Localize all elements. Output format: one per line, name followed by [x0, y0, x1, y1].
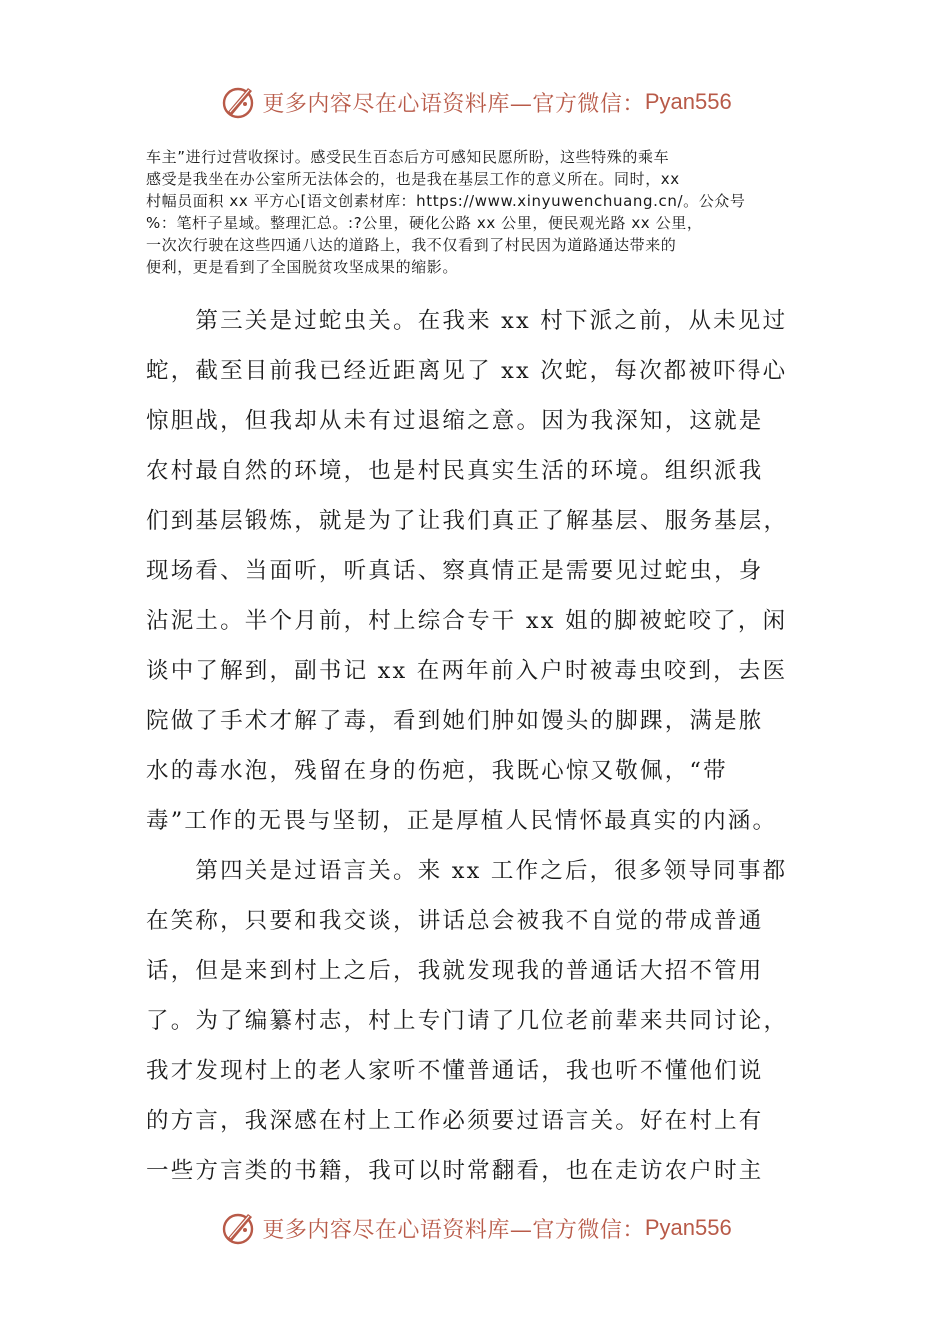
- small-print-paragraph: [146, 146, 810, 278]
- body-line: 蛇，截至目前我已经近距离见了 xx 次蛇，每次都被吓得心: [146, 358, 788, 384]
- footer-banner-text: 更多内容尽在心语资料库—官方微信：: [262, 1217, 645, 1243]
- body-line: 水的毒水泡，残留在身的伤疤，我既心惊又敬佩，“带: [146, 758, 728, 784]
- small-text-line: %：笔杆子星域。整理汇总。:?公里，硬化公路 xx 公里，便民观光路 xx 公里，: [146, 214, 703, 232]
- body-line: 们到基层锻炼，就是为了让我们真正了解基层、服务基层，: [146, 508, 789, 534]
- quill-pen-circle-icon: [218, 1208, 258, 1248]
- body-line: 的方言，我深感在村上工作必须要过语言关。好在村上有: [146, 1108, 764, 1134]
- body-line: 第四关是过语言关。来 xx 工作之后，很多领导同事都: [146, 858, 788, 884]
- body-line: 一些方言类的书籍，我可以时常翻看，也在走访农户时主: [146, 1158, 764, 1184]
- quill-pen-circle-icon: [218, 82, 258, 122]
- small-text-line: 车主”进行过营收探讨。感受民生百态后方可感知民愿所盼，这些特殊的乘车: [146, 148, 670, 166]
- body-line: 院做了手术才解了毒，看到她们肿如馒头的脚踝，满是脓: [146, 708, 764, 734]
- body-line: 农村最自然的环境，也是村民真实生活的环境。组织派我: [146, 458, 764, 484]
- body-line: 现场看、当面听，听真话、察真情正是需要见过蛇虫，身: [146, 558, 764, 584]
- small-text-line: 村幅员面积 xx 平方心[语文创素材库：https://www.xinyuwenchuang.cn/。公众号: [146, 192, 746, 210]
- small-text-line: 一次次行驶在这些四通八达的道路上，我不仅看到了村民因为道路通达带来的: [146, 236, 677, 254]
- body-line: 了。为了编纂村志，村上专门请了几位老前辈来共同讨论，: [146, 1008, 789, 1034]
- footer-banner: [0, 1206, 950, 1250]
- body-text: [146, 296, 810, 1196]
- body-line: 我才发现村上的老人家听不懂普通话，我也听不懂他们说: [146, 1058, 764, 1084]
- header-wechat-id: Pyan556: [644, 89, 732, 114]
- body-line: 第三关是过蛇虫关。在我来 xx 村下派之前，从未见过: [146, 308, 788, 334]
- body-line: 谈中了解到，副书记 xx 在两年前入户时被毒虫咬到，去医: [146, 658, 788, 684]
- header-banner: [0, 80, 950, 124]
- body-line: 毒”工作的无畏与坚韧，正是厚植人民情怀最真实的内涵。: [146, 808, 778, 834]
- small-text-line: 感受是我坐在办公室所无法体会的，也是我在基层工作的意义所在。同时，xx: [146, 170, 680, 188]
- body-line: 话，但是来到村上之后，我就发现我的普通话大招不管用: [146, 958, 764, 984]
- body-line: 沾泥土。半个月前，村上综合专干 xx 姐的脚被蛇咬了，闲: [146, 608, 788, 634]
- body-line: 惊胆战，但我却从未有过退缩之意。因为我深知，这就是: [146, 408, 764, 434]
- footer-wechat-id: Pyan556: [644, 1215, 732, 1240]
- small-text-line: 便利，更是看到了全国脱贫攻坚成果的缩影。: [146, 258, 459, 276]
- header-banner-text: 更多内容尽在心语资料库—官方微信：: [262, 91, 645, 117]
- body-line: 在笑称，只要和我交谈，讲话总会被我不自觉的带成普通: [146, 908, 764, 934]
